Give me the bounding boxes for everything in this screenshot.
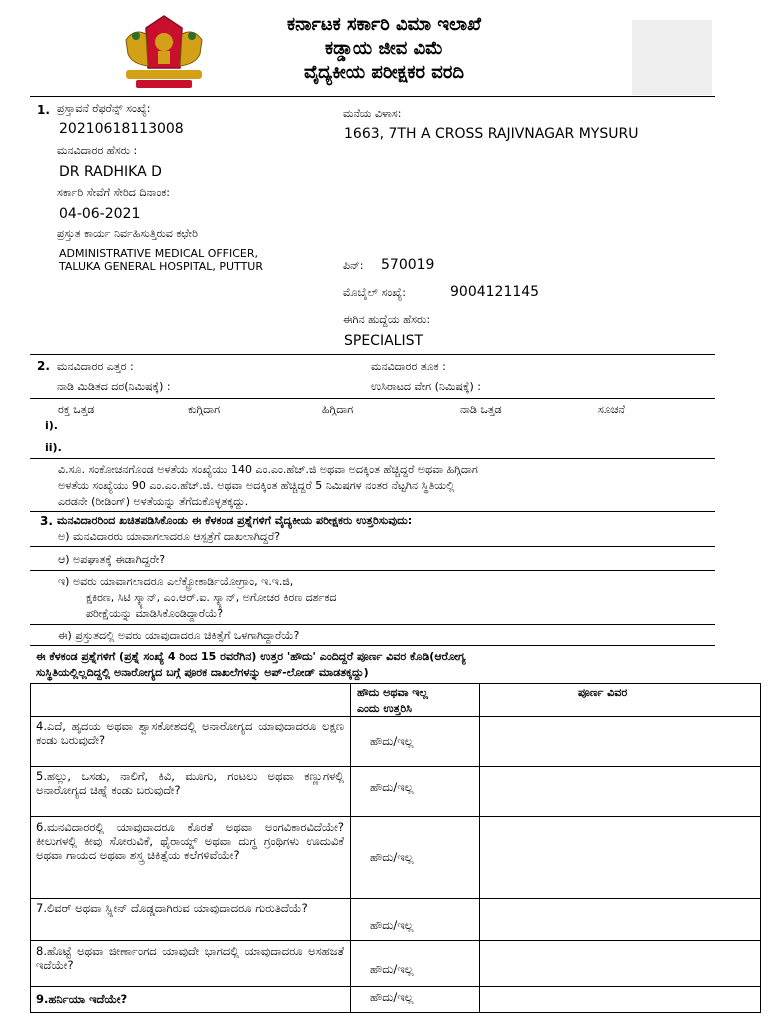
note-line: ಎರಡನೇ (ರೀಡಿಂಗ್) ಅಳತೆಯನ್ನು ತೆಗೆದುಕೊಳ್ಳತಕ್ಕದ್ದು. <box>58 495 249 508</box>
yes-no-answer: ಹೌದು/ಇಲ್ಲ <box>370 850 414 864</box>
table-border <box>760 683 761 1013</box>
divider <box>30 546 715 547</box>
divider <box>30 645 715 646</box>
table-border <box>479 683 480 1013</box>
table-border <box>350 683 351 1013</box>
office-label: ಪ್ರಸ್ತುತ ಕಾರ್ಯ ನಿರ್ವಹಿಸುತ್ತಿರುವ ಕಛೇರಿ <box>57 227 198 240</box>
table-border <box>30 683 760 684</box>
yes-no-answer: ಹೌದು/ಇಲ್ಲ <box>370 962 414 976</box>
diastolic-column-header: ಹಿಗ್ಗಿದಾಗ <box>322 403 354 416</box>
table-border <box>30 683 31 1013</box>
pin-label: ಪಿನ್: <box>343 259 364 272</box>
pulse-rate-label: ನಾಡಿ ಮಿಡಿತದ ದರ(ನಿಮಿಷಕ್ಕೆ) : <box>57 380 171 393</box>
divider <box>30 458 715 459</box>
table-border <box>30 716 760 717</box>
section-number: 1. <box>37 103 50 117</box>
office-value-line1: ADMINISTRATIVE MEDICAL OFFICER, <box>59 247 259 260</box>
section-3-title: ಮನವಿದಾರರಿಂದ ಖಚಿತಪಡಿಸಿಕೊಂಡು ಈ ಕೆಳಕಂಡ ಪ್ರಶ್ನೆಗಳಿಗೆ ವೈದ್ಯಕೀಯ ಪರೀಕ್ಷಕರು ಉತ್ತರಿಸುವುದು: <box>57 514 413 527</box>
divider <box>30 624 715 625</box>
height-label: ಮನವಿದಾರರ ಎತ್ತರ : <box>57 360 134 373</box>
table-border <box>30 986 760 987</box>
reference-value: 20210618113008 <box>59 121 184 137</box>
answer-column-header: ಹೌದು ಅಥವಾ ಇಲ್ಲ <box>357 686 428 699</box>
designation-label: ಈಗಿನ ಹುದ್ದೆಯ ಹೆಸರು: <box>343 313 431 326</box>
respiration-label: ಉಸಿರಾಟದ ವೇಗ (ನಿಮಿಷಕ್ಕೆ) : <box>371 380 481 393</box>
note-line: ಅಳತೆಯ ಸಂಖ್ಯೆಯು 90 ಎಂ.ಎಂ.ಹೆಚ್.ಜಿ. ಅಥವಾ ಅದಕ್ಕಿಂತ ಹೆಚ್ಚಿದ್ದರೆ 5 ನಿಮಿಷಗಳ ನಂತರ ನೆಟ್ಟಗಿನ ಸ್ಥಿತಿಯಲ್ಲಿ <box>58 479 455 492</box>
bp-row-2: ii). <box>45 441 62 454</box>
pulse-pressure-column-header: ನಾಡಿ ಒತ್ತಡ <box>460 403 502 416</box>
applicant-name-label: ಮನವಿದಾರರ ಹೆಸರು : <box>57 144 138 157</box>
document-title-line3: ವೈದ್ಯಕೀಯ ಪರೀಕ್ಷಕರ ವರದಿ <box>304 62 464 83</box>
table-border <box>30 766 760 767</box>
bp-column-header: ರಕ್ತ ಒತ್ತಡ <box>58 403 95 416</box>
question-c: ಇ) ಅವರು ಯಾವಾಗಲಾದರೂ ಎಲೆಕ್ಟ್ರೋಕಾರ್ಡಿಯೋಗ್ರಾಂ, ಇ.ಇ.ಜಿ, <box>58 575 294 588</box>
divider <box>30 96 715 97</box>
question-a: ಅ) ಮನವಿದಾರರು ಯಾವಾಗಲಾದರೂ ಆಸ್ಪತ್ರೆಗೆ ದಾಖಲಾಗಿದ್ದರೆ? <box>58 530 281 543</box>
table-row-question: 6.ಮನವಿದಾರರಲ್ಲಿ ಯಾವುದಾದರೂ ಕೊರತೆ ಅಥವಾ ಅಂಗವಿಕಾರವಿದೆಯೇ? ಕೀಲುಗಳಲ್ಲಿ ಕೀವು ಸೋರುವಿಕೆ, ಥೈರಾಯ್ಡ್ ಅಥವಾ ದುಗ್ಧ ಗ್ರಂಥಿಗಳು ಊದುವಿಕೆ ಅಥವಾ ಗಾಯದ ಅಥವಾ ಶಸ್ತ್ರ ಚಿಕಿತ್ಸೆಯ ಕಲೆಗಳಿವೆಯೇ? <box>36 820 344 862</box>
address-label: ಮನೆಯ ವಿಳಾಸ: <box>343 107 402 120</box>
note-line: ವಿ.ಸೂ. ಸಂಕೋಚನಗೊಂಡ ಅಳತೆಯ ಸಂಖ್ಯೆಯು 140 ಎಂ.ಎಂ.ಹೆಚ್.ಜಿ ಅಥವಾ ಅದಕ್ಕಿಂತ ಹೆಚ್ಚಿದ್ದರೆ ಅಥವಾ ಹಿಗ್ಗಿದಾಗ <box>58 463 478 476</box>
section-number: 2. <box>37 359 50 373</box>
table-border <box>30 940 760 941</box>
mobile-value: 9004121145 <box>450 284 540 300</box>
table-row-question: 8.ಹೊಟ್ಟೆ ಅಥವಾ ಜೀರ್ಣಾಂಗದ ಯಾವುದೇ ಭಾಗದಲ್ಲಿ ಯಾವುದಾದರೂ ಅಸಹಜತೆ ಇದೆಯೇ? <box>36 944 344 972</box>
bp-row-1: i). <box>45 419 58 432</box>
office-value-line2: TALUKA GENERAL HOSPITAL, PUTTUR <box>59 260 263 273</box>
divider <box>30 570 715 571</box>
question-c: ಪರೀಕ್ಷೆಯನ್ನು ಮಾಡಿಸಿಕೊಂಡಿದ್ದಾರೆಯೆ? <box>86 607 224 620</box>
systolic-column-header: ಕುಗ್ಗಿದಾಗ <box>188 403 221 416</box>
document-title-line1: ಕರ್ನಾಟಕ ಸರ್ಕಾರಿ ವಿಮಾ ಇಲಾಖೆ <box>287 14 481 35</box>
document-title-line2: ಕಡ್ಡಾಯ ಜೀವ ವಿಮೆ <box>324 38 444 59</box>
remarks-column-header: ಸೂಚನೆ <box>598 403 625 416</box>
table-row-question: 7.ಲಿವರ್ ಅಥವಾ ಸ್ಪ್ಲೀನ್ ದೊಡ್ಡದಾಗಿರುವ ಯಾವುದಾದರೂ ಗುರುತಿದೆಯೆ? <box>36 901 308 915</box>
question-b: ಆ) ಅಪಘಾತಕ್ಕೆ ಈಡಾಗಿದ್ದರೇ? <box>58 553 166 566</box>
question-d: ಈ) ಪ್ರಸ್ತುತದಲ್ಲಿ ಅವರು ಯಾವುದಾದರೂ ಚಿಕಿತ್ಸೆಗೆ ಒಳಗಾಗಿದ್ದಾರೆಯೆ? <box>58 629 300 642</box>
details-column-header: ಪೂರ್ಣ ವಿವರ <box>578 686 628 699</box>
answer-column-header: ಎಂದು ಉತ್ತರಿಸಿ <box>357 702 412 715</box>
section-number: 3. <box>40 514 53 528</box>
yes-no-answer: ಹೌದು/ಇಲ್ಲ <box>370 780 414 794</box>
address-value: 1663, 7TH A CROSS RAJIVNAGAR MYSURU <box>344 126 639 142</box>
applicant-name-value: DR RADHIKA D <box>59 164 162 180</box>
instruction-line: ಸುಸ್ಥಿತಿಯಲ್ಲಿಲ್ಲದಿದ್ದಲ್ಲಿ ಅನಾರೋಗ್ಯದ ಬಗ್ಗೆ ಪೂರಕ ದಾಖಲೆಗಳನ್ನು ಅಪ್-ಲೋಡ್ ಮಾಡತಕ್ಕದ್ದು) <box>36 666 369 679</box>
table-border <box>30 898 760 899</box>
designation-value: SPECIALIST <box>344 333 424 349</box>
join-date-label: ಸರ್ಕಾರಿ ಸೇವೆಗೆ ಸೇರಿದ ದಿನಾಂಕ: <box>57 186 171 199</box>
table-row-question: 9.ಹರ್ನಿಯಾ ಇದೆಯೇ? <box>36 992 128 1006</box>
pin-value: 570019 <box>381 257 435 273</box>
divider <box>30 398 715 399</box>
yes-no-answer: ಹೌದು/ಇಲ್ಲ <box>370 918 414 932</box>
instruction-line: ಈ ಕೆಳಕಂಡ ಪ್ರಶ್ನೆಗಳಿಗೆ (ಪ್ರಶ್ನೆ ಸಂಖ್ಯೆ 4 ರಿಂದ 15 ರವರೆಗಿನ) ಉತ್ತರ 'ಹೌದು' ಎಂದಿದ್ದರೆ ಪೂರ್ಣ ವಿವರ ಕೊಡಿ(ಆರೋಗ್ಯ <box>36 650 466 663</box>
weight-label: ಮನವಿದಾರರ ತೂಕ : <box>371 360 446 373</box>
table-border <box>30 1012 760 1013</box>
table-border <box>30 816 760 817</box>
mobile-label: ಮೊಬೈಲ್ ಸಂಖ್ಯೆ: <box>343 286 406 299</box>
divider <box>30 354 715 355</box>
table-row-question: 4.ಎದೆ, ಹೃದಯ ಅಥವಾ ಶ್ವಾಸಕೋಶದಲ್ಲಿ ಅನಾರೋಗ್ಯದ ಯಾವುದಾದರೂ ಲಕ್ಷಣ ಕಂಡು ಬರುವುದೇ? <box>36 719 344 747</box>
yes-no-answer: ಹೌದು/ಇಲ್ಲ <box>370 734 414 748</box>
yes-no-answer: ಹೌದು/ಇಲ್ಲ <box>370 990 414 1004</box>
divider <box>30 511 715 512</box>
table-row-question: 5.ಹಲ್ಲು, ಒಸಡು, ನಾಲಿಗೆ, ಕಿವಿ, ಮೂಗು, ಗಂಟಲು ಅಥವಾ ಕಣ್ಣುಗಳಲ್ಲಿ ಅನಾರೋಗ್ಯದ ಚಿಹ್ನೆ ಕಂಡು ಬರುವುದೇ? <box>36 769 344 797</box>
reference-label: ಪ್ರಸ್ತಾವನೆ ರೆಫರೆನ್ಸ್ ಸಂಖ್ಯೆ: <box>57 102 151 115</box>
question-c: ಕ್ಷಕಿರಣ, ಸಿಟಿ ಸ್ಕ್ಯಾನ್, ಎಂ.ಆರ್.ಐ. ಸ್ಕ್ಯಾನ್, ಅಗೋಚರ ಕಿರಣ ದರ್ಶಕದ <box>86 591 337 604</box>
photo-placeholder <box>632 20 712 95</box>
join-date-value: 04-06-2021 <box>59 206 141 222</box>
